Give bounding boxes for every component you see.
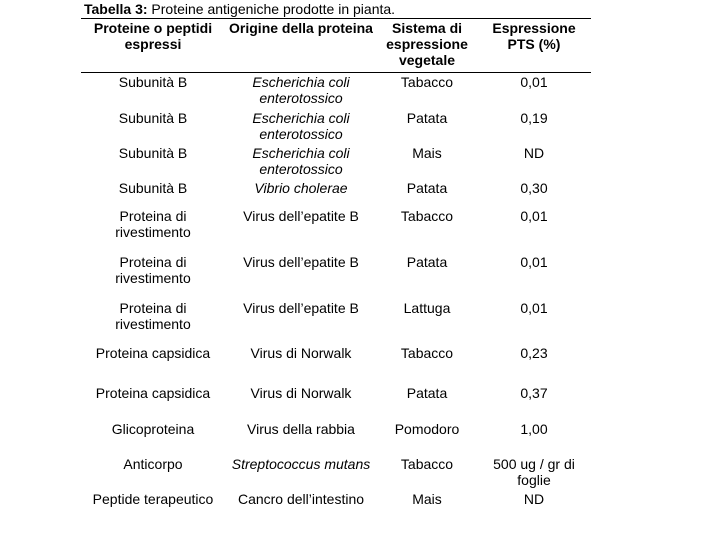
cell-origin: Cancro dell’intestino (237, 491, 365, 507)
cell-system: Patata (406, 180, 448, 196)
cell-system: Patata (406, 385, 448, 401)
cell-system: Tabacco (400, 345, 454, 361)
header-origin: Origine della proteina (229, 20, 373, 36)
table-header-rule (81, 72, 591, 73)
header-expression: Espressione PTS (%) (492, 20, 576, 52)
table-row (81, 254, 591, 290)
table-row (81, 491, 591, 527)
cell-expression: 0,30 (520, 180, 548, 196)
table-caption-text: Proteine antigeniche prodotte in pianta. (147, 1, 396, 17)
table-header (81, 20, 591, 72)
table-row (81, 110, 591, 146)
cell-system: Lattuga (403, 300, 451, 316)
header-protein: Proteine o peptidi espressi (93, 20, 213, 52)
cell-expression: 1,00 (520, 421, 548, 437)
cell-system: Tabacco (400, 208, 454, 224)
cell-system: Mais (412, 145, 442, 161)
cell-protein: Subunità B (118, 180, 188, 196)
table-top-rule (81, 18, 591, 19)
table-row (81, 421, 591, 457)
cell-protein: Proteina capsidica (95, 345, 211, 361)
cell-system: Tabacco (400, 456, 454, 472)
cell-origin: Virus dell’epatite B (243, 254, 359, 270)
table-row (81, 74, 591, 110)
cell-system: Tabacco (400, 74, 454, 90)
table-row (81, 345, 591, 381)
cell-origin: Vibrio cholerae (254, 180, 348, 196)
cell-protein: Proteina di rivestimento (115, 208, 191, 240)
cell-origin: Virus dell’epatite B (243, 208, 359, 224)
cell-protein: Subunità B (118, 74, 188, 90)
cell-protein: Proteina di rivestimento (115, 300, 191, 332)
table-caption-label: Tabella 3: (84, 1, 148, 17)
cell-expression: 0,01 (520, 208, 548, 224)
cell-origin: Escherichia coli enterotossico (252, 110, 350, 142)
cell-protein: Proteina di rivestimento (115, 254, 191, 286)
table-row (81, 385, 591, 421)
cell-protein: Anticorpo (123, 456, 183, 472)
header-system: Sistema di espressione vegetale (386, 20, 468, 68)
cell-protein: Subunità B (118, 110, 188, 126)
cell-protein: Proteina capsidica (95, 385, 211, 401)
cell-system: Patata (406, 110, 448, 126)
cell-origin: Virus di Norwalk (250, 385, 352, 401)
cell-protein: Peptide terapeutico (92, 491, 214, 507)
cell-expression: ND (523, 145, 545, 161)
cell-origin: Virus di Norwalk (250, 345, 352, 361)
cell-protein: Subunità B (118, 145, 188, 161)
cell-expression: 500 ug / gr di foglie (493, 456, 575, 488)
cell-origin: Virus dell’epatite B (243, 300, 359, 316)
cell-expression: 0,01 (520, 254, 548, 270)
cell-origin: Escherichia coli enterotossico (252, 74, 350, 106)
cell-origin: Streptococcus mutans (231, 456, 371, 472)
cell-expression: 0,01 (520, 300, 548, 316)
cell-expression: 0,23 (520, 345, 548, 361)
cell-origin: Escherichia coli enterotossico (252, 145, 350, 177)
cell-expression: 0,19 (520, 110, 548, 126)
cell-origin: Virus della rabbia (247, 421, 355, 437)
table-row (81, 456, 591, 492)
cell-system: Mais (412, 491, 442, 507)
table-row (81, 300, 591, 336)
cell-protein: Glicoproteina (111, 421, 195, 437)
cell-system: Patata (406, 254, 448, 270)
table-row (81, 145, 591, 181)
table-row (81, 208, 591, 244)
cell-system: Pomodoro (394, 421, 460, 437)
cell-expression: 0,37 (520, 385, 548, 401)
cell-expression: 0,01 (520, 74, 548, 90)
table-caption (84, 1, 395, 18)
cell-expression: ND (523, 491, 545, 507)
